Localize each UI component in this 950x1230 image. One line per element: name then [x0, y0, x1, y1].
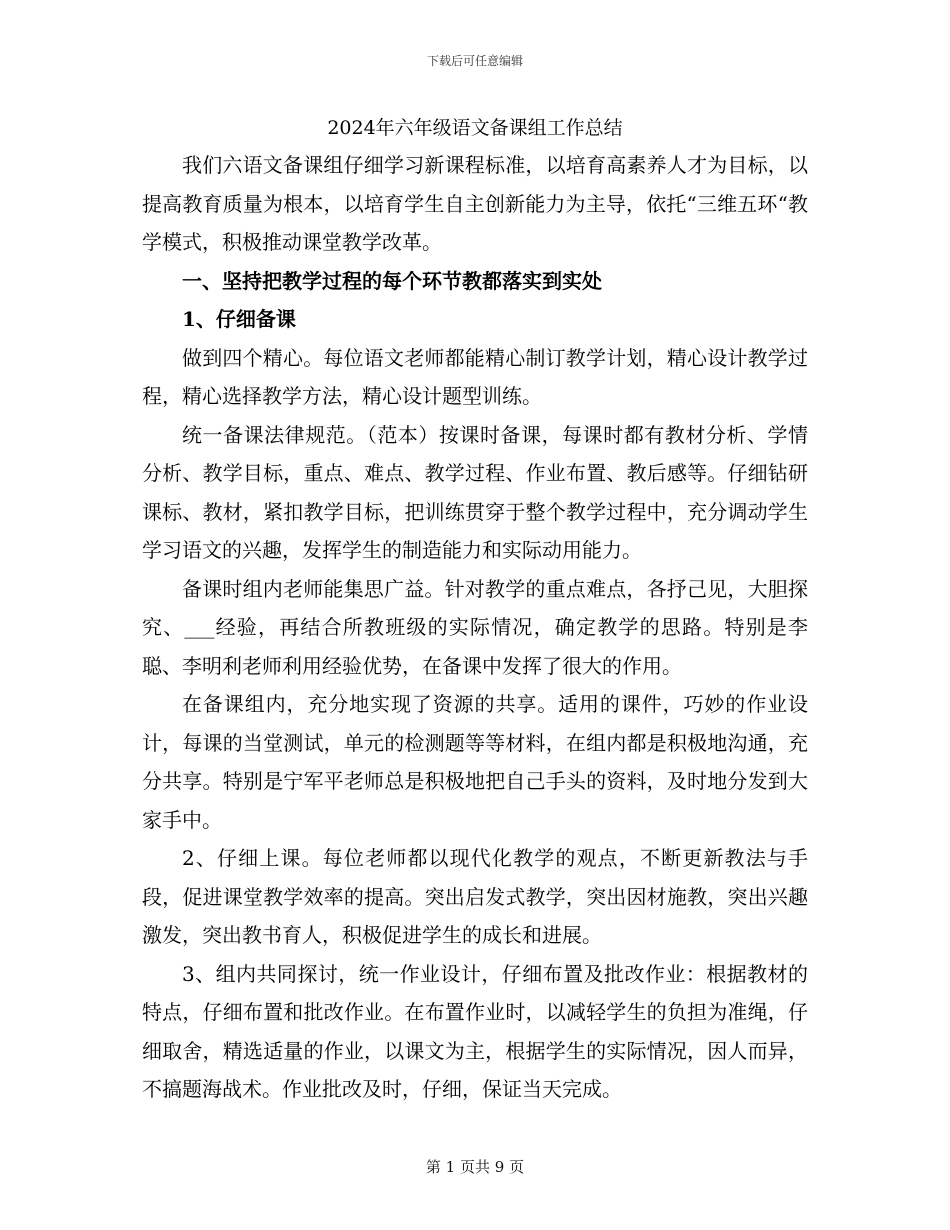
body-paragraph: 3、组内共同探讨，统一作业设计，仔细布置及批改作业：根据教材的特点，仔细布置和批改作业。在布置作业时，以减轻学生的负担为准绳，仔细取舍，精选适量的作业，以课文为主，根据学生的实际情况，因人而异，不搞题海战术。作业批改及时，仔细，保证当天完成。: [142, 961, 808, 1101]
body-paragraph: 在备课组内，充分地实现了资源的共享。适用的课件，巧妙的作业设计，每课的当堂测试，单元的检测题等等材料，在组内都是积极地沟通，充分共享。特别是宁军平老师总是积极地把自己手头的资料，及时地分发到大家手中。: [142, 692, 808, 832]
body-paragraph: 统一备课法律规范。（范本）按课时备课，每课时都有教材分析、学情分析、教学目标，重点、难点、教学过程、作业布置、教后感等。仔细钻研课标、教材，紧扣教学目标，把训练贯穿于整个教学过程中，充分调动学生学习语文的兴趣，发挥学生的制造能力和实际动用能力。: [142, 422, 808, 562]
document-body: [142, 110, 808, 1109]
page-header: 下载后可任意编辑: [426, 54, 523, 68]
body-paragraph: 2、仔细上课。每位老师都以现代化教学的观点，不断更新教法与手段，促进课堂教学效率的提高。突出启发式教学，突出因材施教，突出兴趣激发，突出教书育人，积极促进学生的成长和进展。: [142, 846, 808, 947]
section-heading: 一、坚持把教学过程的每个环节教都落实到实处: [182, 268, 602, 293]
intro-paragraph: 我们六语文备课组仔细学习新课程标准，以培育高素养人才为目标，以提高教育质量为根本，以培育学生自主创新能力为主导，依托“三维五环“教学模式，积极推动课堂教学改革。: [142, 153, 808, 254]
subsection-heading: 1、仔细备课: [182, 307, 296, 331]
body-paragraph: 备课时组内老师能集思广益。针对教学的重点难点，各抒己见，大胆探究、___经验，再结合所教班级的实际情况，确定教学的思路。特别是李聪、李明利老师利用经验优势，在备课中发挥了很大的作用。: [142, 576, 808, 678]
document-title: 2024年六年级语文备课组工作总结: [327, 117, 623, 139]
page-footer: 第 1 页共 9 页: [425, 1158, 525, 1176]
body-paragraph: 做到四个精心。每位语文老师都能精心制订教学计划，精心设计教学过程，精心选择教学方法，精心设计题型训练。: [142, 345, 808, 408]
